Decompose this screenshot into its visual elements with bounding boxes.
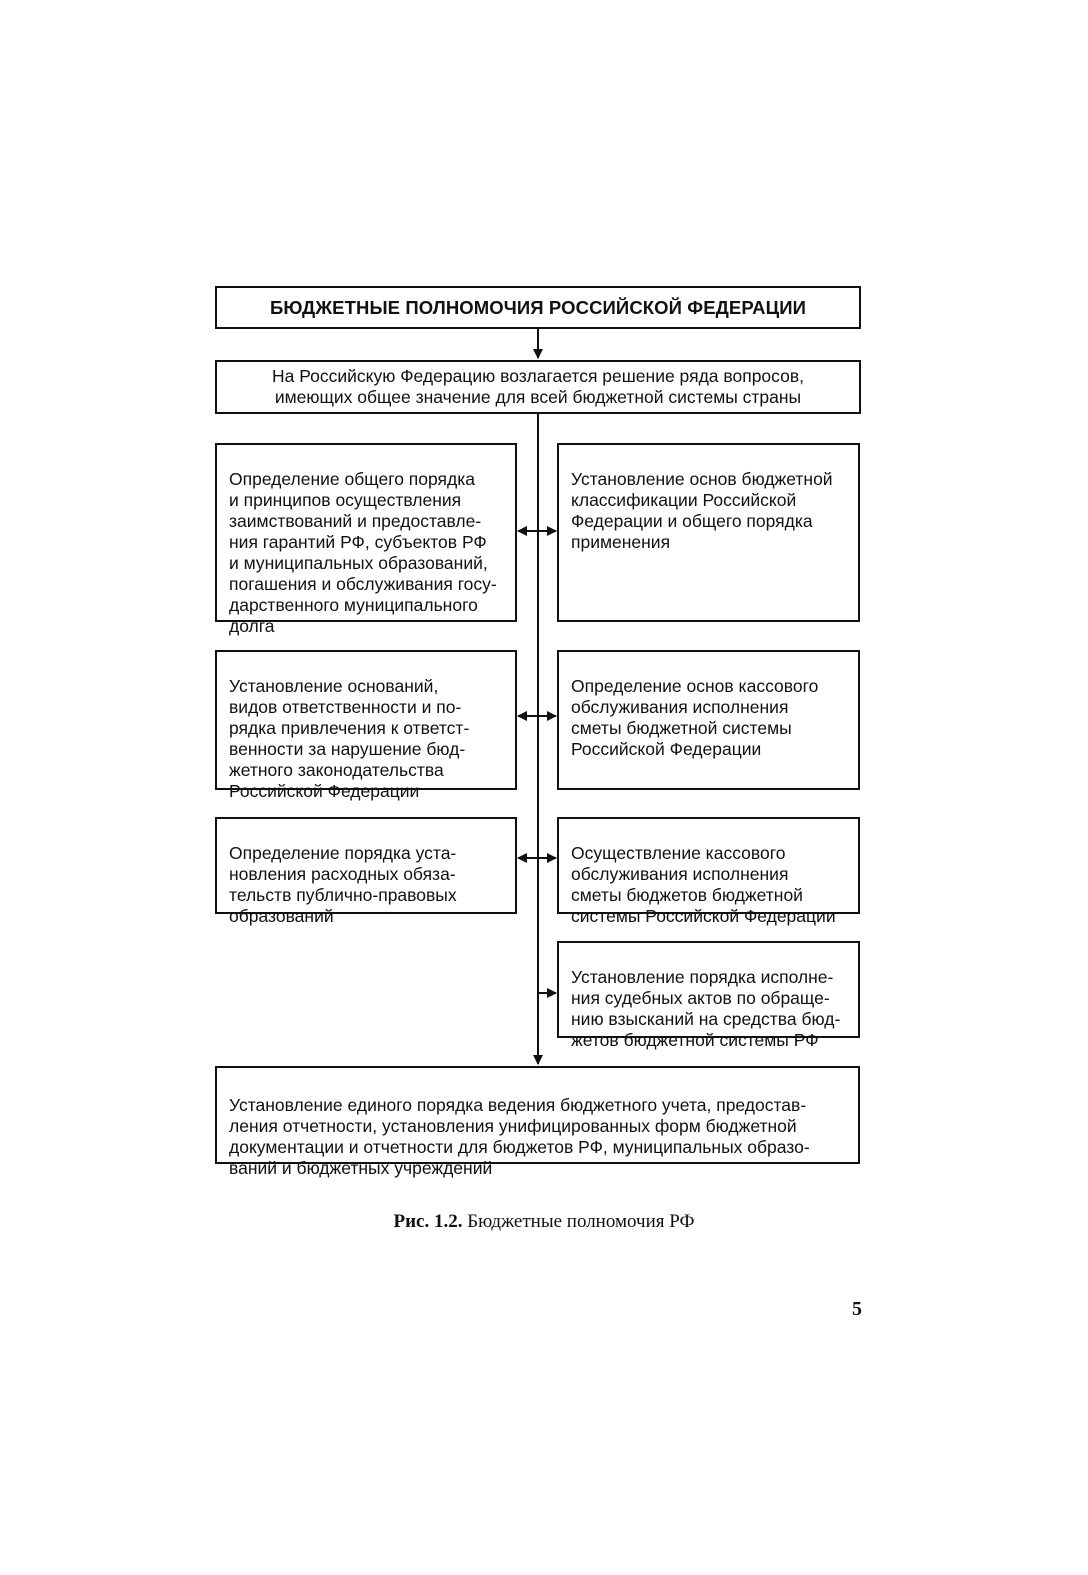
intro-text: На Российскую Федерацию возлагается решение ряда вопросов, имеющих общее значение для всей бюджетной системы страны <box>271 366 804 407</box>
diagram-title: БЮДЖЕТНЫЕ ПОЛНОМОЧИЯ РОССИЙСКОЙ ФЕДЕРАЦИИ <box>269 297 807 318</box>
figure-caption-text: Бюджетные полномочия РФ <box>467 1211 695 1232</box>
right-box-4 <box>557 941 860 1050</box>
right-box-1 <box>557 443 860 622</box>
right-box-1-text: Установление основ бюджетной классификации Российской Федерации и общего порядка применения <box>571 469 833 552</box>
left-box-2-text: Установление оснований, видов ответственности и по- рядка привлечения к ответст- венности за нарушение бюд- жетного законодательства Российской Федерации <box>229 676 470 801</box>
right-box-2 <box>557 650 860 790</box>
right-box-4-text: Установление порядка исполне- ния судебных актов по обраще- нию взысканий на средства бюд- жетов бюджетной системы РФ <box>571 967 841 1050</box>
left-box-3-text: Определение порядка уста- новления расходных обяза- тельств публично-правовых образований <box>229 843 457 926</box>
figure-label: Рис. 1.2. <box>393 1211 463 1232</box>
right-box-3 <box>557 817 860 926</box>
right-box-2-text: Определение основ кассового обслуживания исполнения сметы бюджетной системы Российской Федерации <box>571 676 819 759</box>
right-box-3-text: Осуществление кассового обслуживания исполнения сметы бюджетов бюджетной системы Российской Федерации <box>571 843 836 926</box>
left-box-1-text: Определение общего порядка и принципов осуществления заимствований и предоставле- ния гарантий РФ, субъектов РФ и муниципальных образований, погашения и обслуживания госу- дарственного муниципального долга <box>229 469 497 636</box>
bottom-box-text: Установление единого порядка ведения бюджетного учета, предостав- ления отчетности, установления унифицированных форм бюджетной документации и отчетности для бюджетов РФ, муниципальных образо- ваний и бюджетных учреждений <box>229 1095 810 1178</box>
bottom-box <box>215 1066 860 1178</box>
diagram-title-box <box>215 286 861 329</box>
left-box-2 <box>215 650 517 801</box>
left-box-1 <box>215 443 517 636</box>
intro-box <box>215 360 861 414</box>
left-box-3 <box>215 817 517 926</box>
page-number: 5 <box>852 1298 862 1320</box>
figure-caption <box>0 1211 1088 1233</box>
